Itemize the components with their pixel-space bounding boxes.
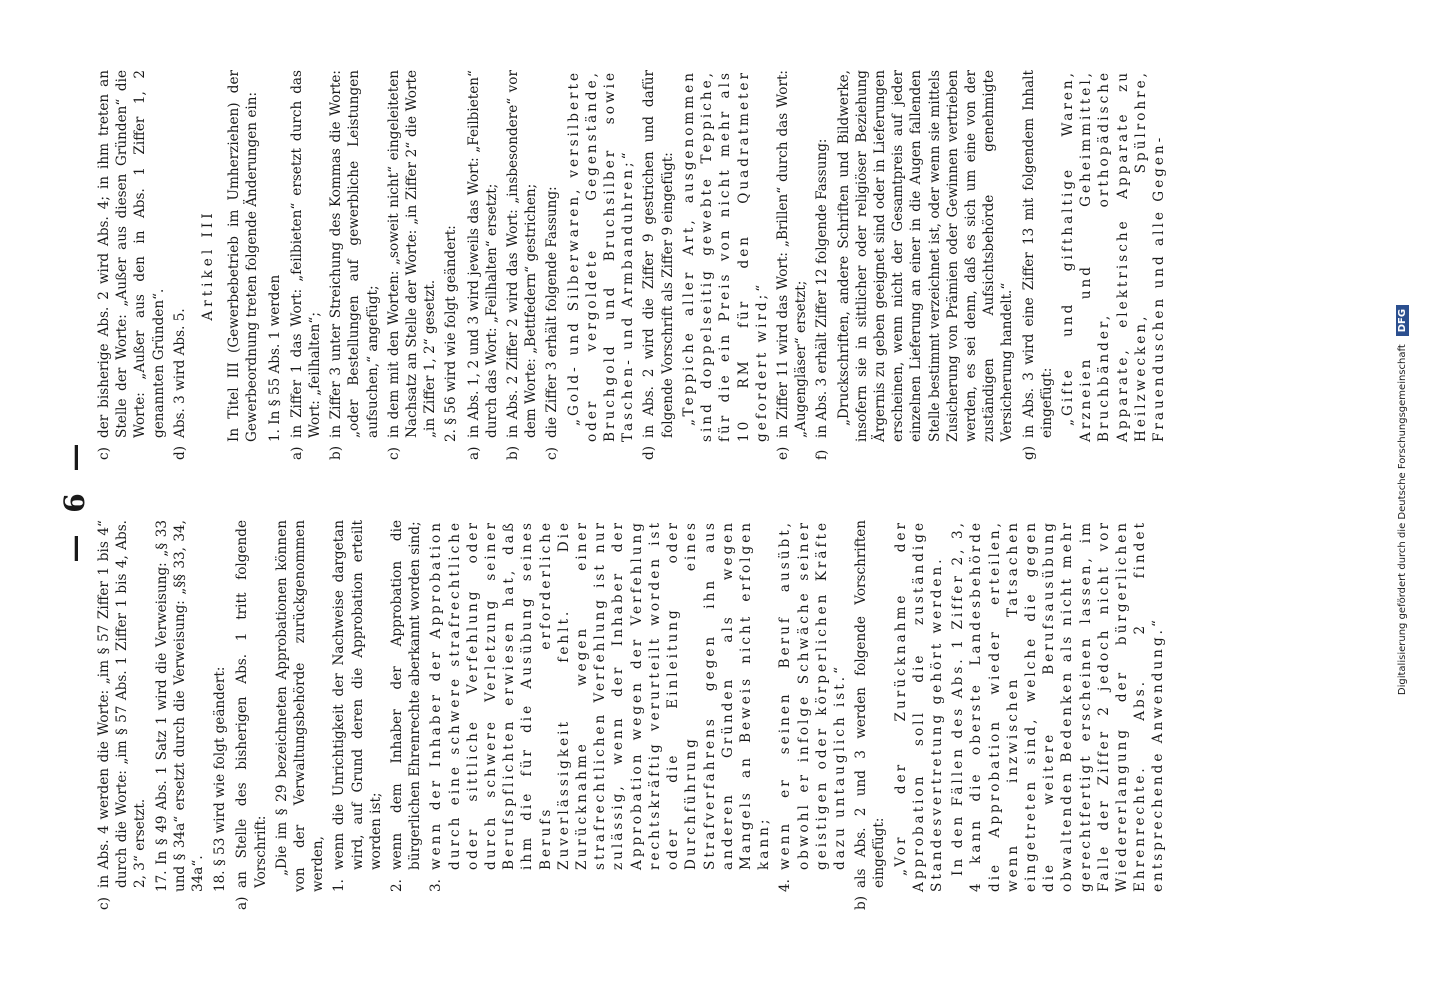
item-text: in Abs. 3 wird eine Ziffer 13 mit folgendem Inhalt eingefügt: <box>1020 70 1055 438</box>
item-text: in Abs. 3 erhält Ziffer 12 folgende Fassung: <box>814 138 831 438</box>
item-text: die Ziffer 3 erhält folgende Fassung: <box>544 186 561 438</box>
item-label: 3. <box>428 879 445 892</box>
item-label: 1. <box>331 879 348 892</box>
numbered-item <box>776 520 849 910</box>
paragraph-item <box>171 70 189 460</box>
section-heading: 1. In § 55 Abs. 1 werden <box>266 274 283 442</box>
numbered-item <box>427 520 773 910</box>
left-column <box>95 520 1171 910</box>
item-text: wenn er seinen Beruf ausübt, obwohl er infolge Schwäche seiner geistigen oder körperlichen Kräfte dazu untauglich ist.“ <box>777 520 848 870</box>
item-label: b) <box>328 445 345 460</box>
item-label: c) <box>96 447 112 460</box>
numbered-item <box>330 520 385 910</box>
item-label: e) <box>774 446 791 460</box>
paragraph-item <box>813 70 831 460</box>
paragraph-item <box>95 520 150 910</box>
item-label: d) <box>171 445 188 460</box>
paragraph-item <box>504 70 540 460</box>
item-text: an Stelle des bisherigen Abs. 1 tritt folgende Vorschrift: <box>234 520 269 888</box>
article-heading: Artikel III <box>200 209 217 321</box>
item-label: a) <box>465 446 482 460</box>
page-number: — 6 — <box>58 437 91 563</box>
numbered-item <box>388 520 424 910</box>
paragraph-item <box>774 70 810 460</box>
item-text: in Abs. 4 werden die Worte: „im § 57 Ziffer 1 bis 4“ durch die Worte: „im § 57 Abs. 1 Ziffer 1 bis 4, Abs. 2, 3“ ersetzt. <box>96 520 149 888</box>
item-label: b) <box>853 895 870 910</box>
quoted-provision: „Druckschriften, andere Schriften und Bildwerke, insofern sie in sittlicher oder religiöser Beziehung Ärgernis zu geben geeignet sind oder in Lieferungen erscheinen, wenn nicht der Gesamtpreis auf jeder einzelnen Lieferung an einer in die Augen fallenden Stelle bestimmt verzeichnet ist, oder wenn sie mittels Zusicherung von Prämien oder Gewinnen vertrieben werden, es sei denn, daß es sich um eine von der zuständigen Aufsichtsbehörde genehmigte Versicherung handelt.“ <box>835 70 1016 442</box>
item-text: in Abs. 1, 2 und 3 wird jeweils das Wort: „Feilbieten“ durch das Wort: „Feilhalten“ ersetzt; <box>465 70 500 438</box>
quoted-provision: „Teppiche aller Art, ausgenommen sind doppelseitig gewebte Teppiche, für die ein Preis von nicht mehr als 10 RM für den Quadratmeter gefordert wird;“ <box>680 70 770 442</box>
item-text: als Abs. 2 und 3 werden folgende Vorschriften eingefügt: <box>853 520 888 888</box>
item-text: wenn der Inhaber der Approbation durch eine schwere strafrechtliche oder sittliche Verfehlung oder durch schwere Verletzung seiner Berufspflichten erwiesen hat, daß ihm die für die Ausübung seines Berufs erforderliche Zuverlässigkeit fehlt. Die Zurücknahme wegen einer strafrechtlichen Verfehlung ist nur zulässig, wenn der Inhaber der Approbation wegen der Verfehlung rechtskräftig verurteilt worden ist oder die Einleitung oder Durchführung eines Strafverfahrens gegen ihn aus anderen Gründen als wegen Mangels an Beweis nicht erfolgen kann; <box>428 520 773 870</box>
item-label: g) <box>1020 445 1037 460</box>
item-text: in Ziffer 1 das Wort: „feilbieten“ ersetzt durch das Wort: „feilhalten“; <box>288 70 324 438</box>
paragraph-item <box>95 70 168 460</box>
item-label: 2. <box>389 879 406 892</box>
item-label: 4. <box>777 879 794 892</box>
item-label: c) <box>96 897 112 910</box>
item-text: in Ziffer 3 unter Streichung des Kommas die Worte: „oder Bestellungen auf gewerbliche Leistungen aufsuchen,“ angefügt; <box>328 70 381 438</box>
item-text: wenn die Unrichtigkeit der Nachweise dargetan wird, auf Grund deren die Approbation erteilt worden ist; <box>331 520 384 870</box>
paragraph-18: 18. § 53 wird wie folgt geändert: <box>212 666 229 892</box>
quoted-provision: „Die im § 29 bezeichneten Approbationen können von der Verwaltungsbehörde zurückgenommen werden, <box>273 520 327 892</box>
paragraph-item <box>543 70 561 460</box>
item-text: wenn dem Inhaber der Approbation die bürgerlichen Ehrenrechte aberkannt worden sind; <box>389 520 424 870</box>
credit-text: Digitalisierung gefördert durch die Deutsche Forschungsgemeinschaft <box>1397 344 1408 696</box>
paragraph-item <box>1020 70 1056 460</box>
digitization-credit <box>1396 0 1409 1000</box>
item-text: in Ziffer 11 wird das Wort: „Brillen“ durch das Wort: „Augengläser“ ersetzt; <box>774 70 810 438</box>
item-label: f) <box>814 449 831 460</box>
quoted-provision: „Vor der Zurücknahme der Approbation soll die zuständige Standesvertretung gehört werden. <box>892 520 945 892</box>
paragraph-item <box>288 70 324 460</box>
item-label: b) <box>505 445 522 460</box>
section-heading: 2. § 56 wird wie folgt geändert: <box>443 225 460 442</box>
item-text: in dem mit den Worten: „soweit nicht“ eingeleiteten Nachsatz an Stelle der Worte: „in Ziffer 2“ die Worte „in Ziffer 1, 2“ gesetzt. <box>385 70 439 438</box>
item-text: in Abs. 2 wird die Ziffer 9 gestrichen und dafür folgende Vorschrift als Ziffer 9 eingefügt: <box>641 70 676 438</box>
quoted-provision: „Gifte und gifthaltige Waren, Arzneien und Geheimmittel, Bruchbänder, orthopädische Apparate, elektrische Apparate zu Heilzwecken, Spülrohre, Frauenduschen und alle Gegen- <box>1059 70 1167 442</box>
paragraph-item <box>233 520 269 910</box>
paragraph-item <box>465 70 501 460</box>
item-label: a) <box>234 896 251 910</box>
item-text: in Abs. 2 Ziffer 2 wird das Wort: „insbesondere“ vor dem Worte: „Bettfedern“ gestrichen; <box>505 70 540 438</box>
item-label: c) <box>385 447 402 460</box>
paragraph-item <box>385 70 440 460</box>
dfg-logo: DFG <box>1396 305 1409 336</box>
item-text: Abs. 3 wird Abs. 5. <box>171 308 188 438</box>
item-label: d) <box>641 445 658 460</box>
paragraph-17: 17. In § 49 Abs. 1 Satz 1 wird die Verweisung: „§ 33 und § 34a“ ersetzt durch die Verweisung: „§§ 33, 34, 34a“. <box>153 520 207 892</box>
quoted-provision: In den Fällen des Abs. 1 Ziffer 2, 3, 4 kann die oberste Landesbehörde die Approbation wieder erteilen, wenn inzwischen Tatsachen eingetreten sind, welche die gegen die weitere Berufsausübung obwaltenden Bedenken als nicht mehr gerechtfertigt erscheinen lassen, im Falle der Ziffer 2 jedoch nicht vor Wiedererlangung der bürgerlichen Ehrenrechte. Abs. 2 findet entsprechende Anwendung.“ <box>950 520 1167 892</box>
article-intro: In Titel III (Gewerbebetrieb im Umherziehen) der Gewerbeordnung treten folgende Änderungen ein: <box>226 70 261 442</box>
right-column <box>95 70 1171 460</box>
quoted-provision: „Gold- und Silberwaren, versilberte oder vergoldete Gegenstände, Bruchgold und Bruchsilber sowie Taschen- und Armbanduhren;“ <box>565 70 637 442</box>
paragraph-item <box>852 520 888 910</box>
item-text: der bisherige Abs. 2 wird Abs. 4; in ihm treten an Stelle der Worte: „Außer aus diesen Gründen“ die Worte: „Außer aus den in Abs. 1 Ziffer 1, 2 genannten Gründen“. <box>96 70 167 438</box>
item-label: a) <box>288 446 305 460</box>
paragraph-item <box>327 70 382 460</box>
item-label: c) <box>544 447 561 460</box>
paragraph-item <box>640 70 676 460</box>
